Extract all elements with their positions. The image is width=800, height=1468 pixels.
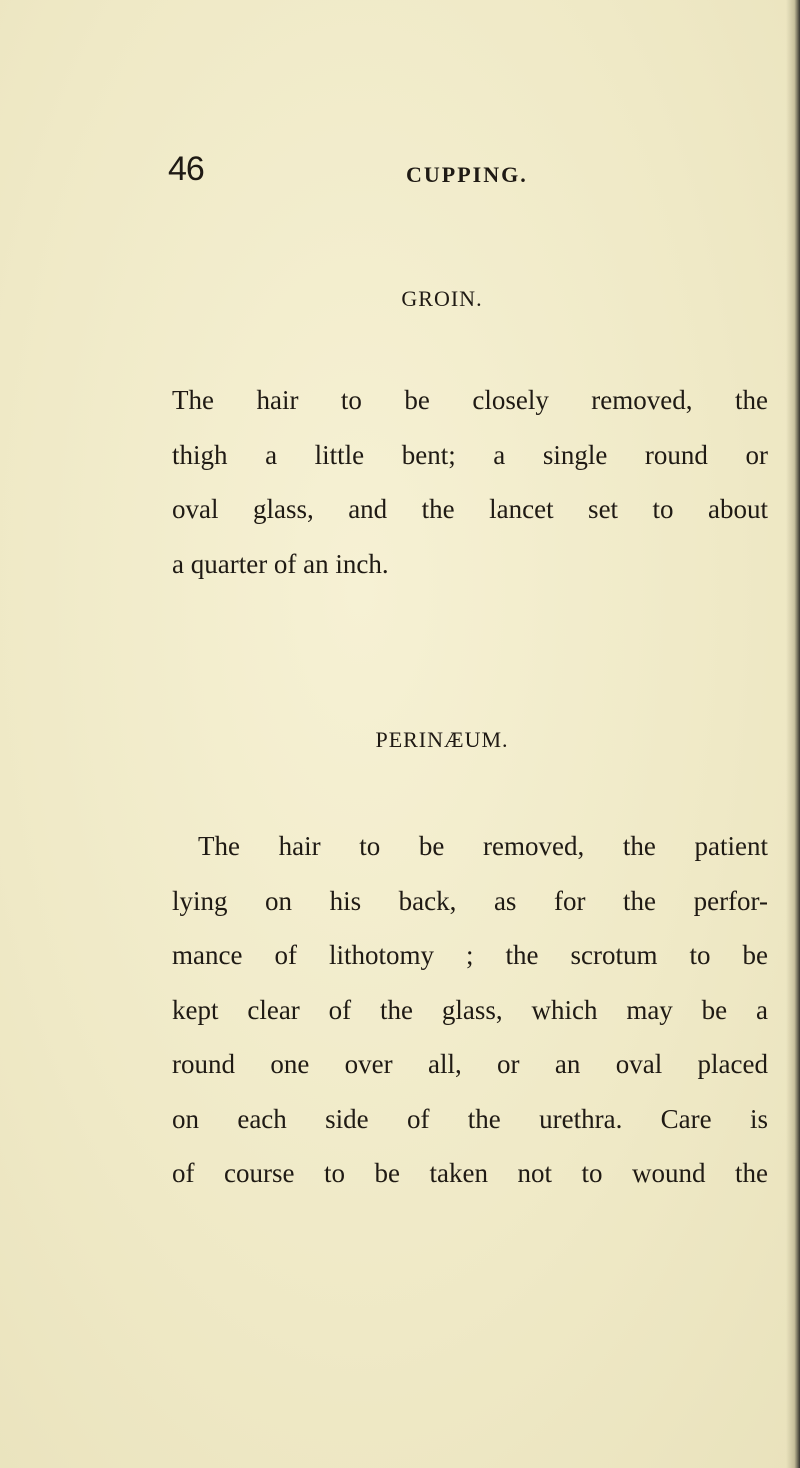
text-line: The hair to be closely removed, the [172,385,768,415]
running-head-title: CUPPING. [406,162,528,187]
section-perinaeum [172,727,772,1188]
running-head [168,150,728,190]
text-line: on each side of the urethra. Care is [172,1103,768,1134]
section-groin [172,286,772,579]
text-line: of course to be taken not to wound the [172,1158,768,1188]
page-edge-shadow [786,0,800,1468]
section-heading: GROIN. [401,286,483,311]
section-paragraph [172,373,768,591]
page-number: 46 [168,150,204,188]
section-paragraph [172,819,768,1201]
text-line: lying on his back, as for the perfor- [172,885,768,916]
text-line: mance of lithotomy ; the scrotum to be [172,940,768,970]
text-line: thigh a little bent; a single round or [172,439,768,470]
section-heading: PERINÆUM. [375,727,509,752]
text-line: a quarter of an inch. [172,548,389,579]
text-line: The hair to be removed, the patient [198,831,768,861]
text-line: round one over all, or an oval placed [172,1049,768,1079]
text-line: oval glass, and the lancet set to about [172,494,768,524]
text-line: kept clear of the glass, which may be a [172,994,768,1025]
